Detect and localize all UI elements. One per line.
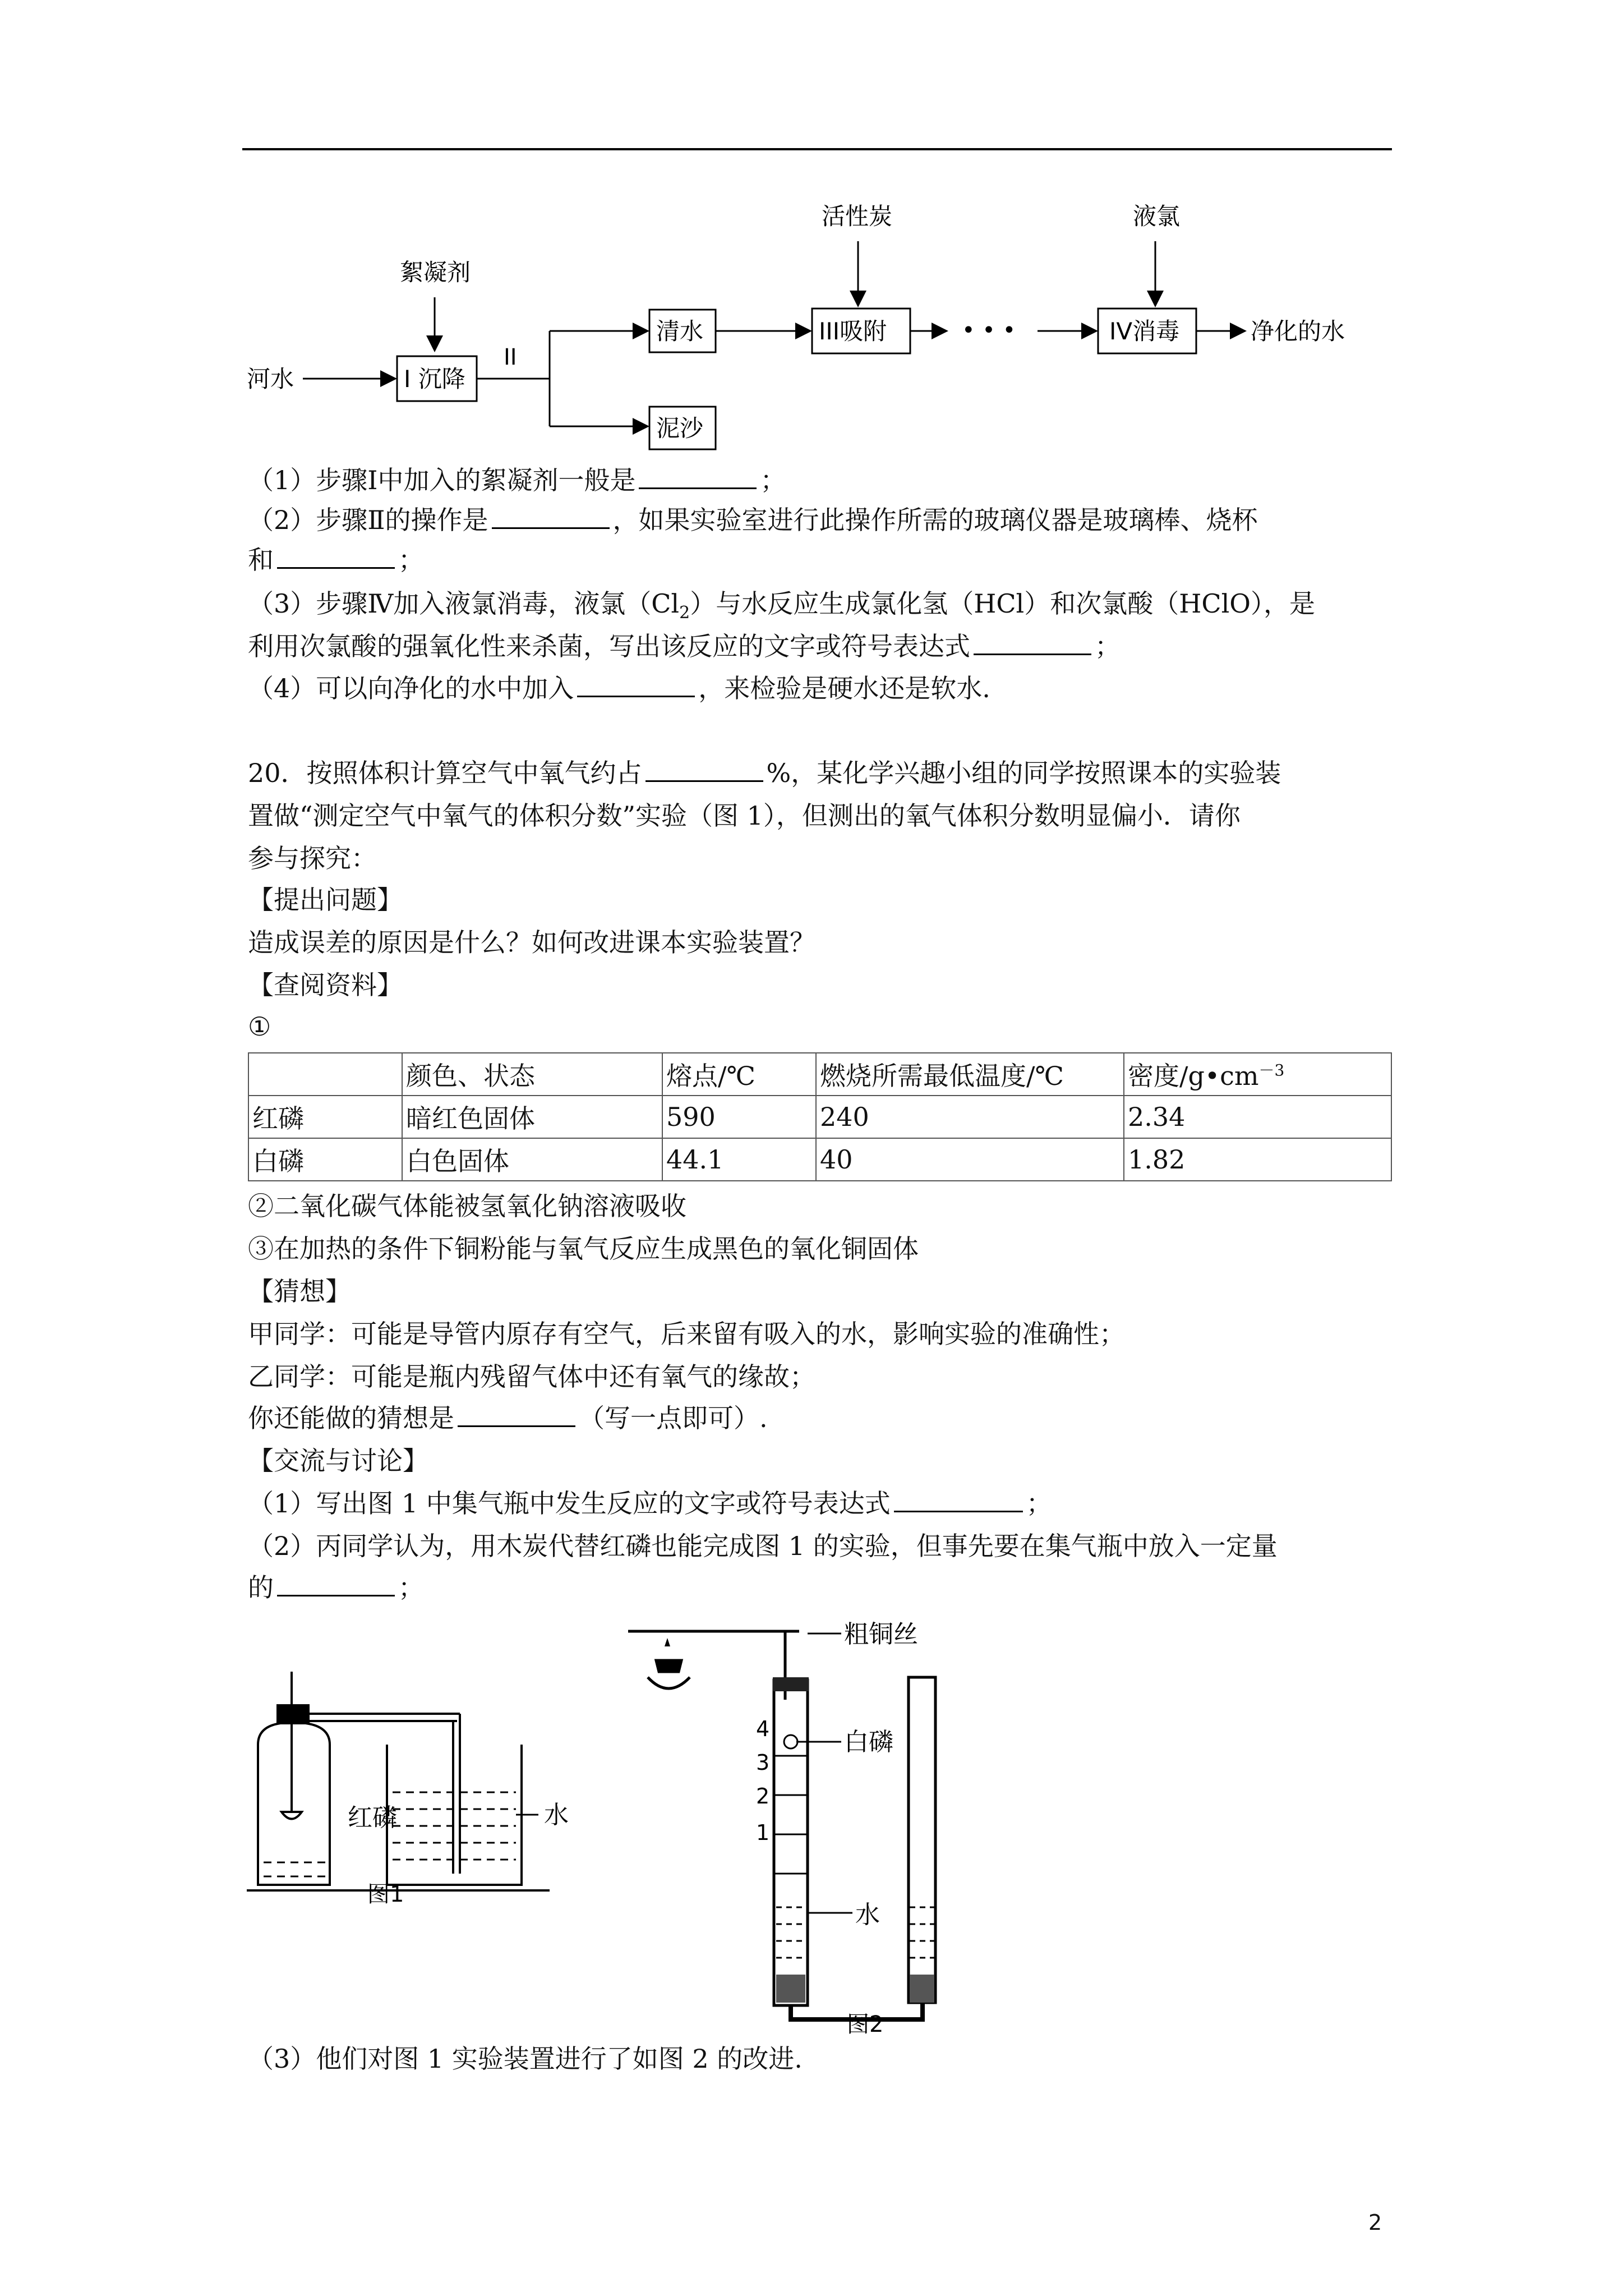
answer-blank[interactable]	[458, 1403, 575, 1427]
answer-blank[interactable]	[577, 673, 695, 697]
discuss-2-cont: 的 ；	[248, 1572, 424, 1603]
fig1-caption: 图1	[367, 1881, 404, 1907]
answer-blank[interactable]	[894, 1488, 1023, 1512]
heading-question: 【提出问题】	[248, 885, 403, 915]
q19-part2: （2）步骤Ⅱ的操作是 ，如果实验室进行此操作所需的玻璃仪器是玻璃棒、烧杯	[248, 505, 1258, 535]
carbon-label: 活性炭	[822, 203, 893, 230]
material-2: ②二氧化碳气体能被氢氧化钠溶液吸收	[248, 1191, 686, 1221]
fig2-mark-1: 1	[756, 1820, 770, 1845]
step2-mark: II	[504, 344, 517, 370]
figure-2-apparatus	[617, 1616, 1021, 2036]
water-purification-flowchart	[241, 191, 1408, 460]
material-3: ③在加热的条件下铜粉能与氧气反应生成黑色的氧化铜固体	[248, 1234, 919, 1264]
table-row: 红磷 暗红色固体 590 240 2.34	[248, 1096, 1391, 1138]
step3-label: III吸附	[819, 318, 887, 345]
answer-blank[interactable]	[639, 465, 757, 489]
phosphorus-properties-table	[248, 1052, 1392, 1181]
discuss-2: （2）丙同学认为，用木炭代替红磷也能完成图 1 的实验，但事先要在集气瓶中放入一定量	[248, 1531, 1278, 1561]
heading-discuss: 【交流与讨论】	[248, 1446, 428, 1476]
q19-part4: （4）可以向净化的水中加入 ，来检验是硬水还是软水.	[248, 673, 990, 703]
result-label: 净化的水	[1251, 318, 1345, 345]
discuss-3: （3）他们对图 1 实验装置进行了如图 2 的改进.	[248, 2044, 803, 2074]
step1-label: I 沉降	[404, 365, 465, 393]
discuss-1: （1）写出图 1 中集气瓶中发生反应的文字或符号表达式 ；	[248, 1488, 1052, 1519]
heading-material: 【查阅资料】	[248, 970, 403, 1000]
q19-part3-cont: 利用次氯酸的强氧化性来杀菌，写出该反应的文字或符号表达式 ；	[248, 631, 1121, 661]
header-rule	[242, 148, 1392, 150]
q19-part1: （1）步骤Ⅰ中加入的絮凝剂一般是 ；	[248, 465, 786, 495]
fig2-white-phosphorus-label: 白磷	[844, 1728, 893, 1756]
q19-part2-cont: 和 ；	[248, 545, 424, 575]
figure-1-apparatus	[236, 1660, 617, 1907]
fig2-water-label: 水	[855, 1901, 880, 1929]
q20-intro-3: 参与探究：	[248, 843, 377, 873]
dots: • • •	[962, 318, 1016, 343]
fig2-copper-label: 粗铜丝	[844, 1620, 918, 1649]
answer-blank[interactable]	[492, 505, 610, 529]
material-1: ①	[248, 1011, 271, 1042]
table-row: 白磷 白色固体 44.1 40 1.82	[248, 1138, 1391, 1181]
page-number: 2	[1368, 2210, 1382, 2235]
fig2-caption: 图2	[847, 2012, 884, 2036]
river-label: 河水	[247, 365, 294, 393]
density-header: 密度$/g•cm^{-3}$	[1124, 1053, 1391, 1096]
question-text: 造成误差的原因是什么？如何改进课本实验装置？	[248, 927, 815, 958]
table-header-row: 颜色、状态 熔点/℃ 燃烧所需最低温度/℃ 密度$/g•cm^{-3}$	[248, 1053, 1391, 1096]
chlorine-label: 液氯	[1133, 203, 1181, 230]
answer-blank[interactable]	[277, 1572, 395, 1596]
fig2-mark-3: 3	[756, 1750, 770, 1775]
step4-label: IV消毒	[1109, 318, 1180, 345]
fig1-red-phosphorus-label: 红磷	[348, 1803, 397, 1832]
answer-blank[interactable]	[645, 758, 763, 782]
sediment-label: 泥沙	[656, 415, 704, 442]
fig2-mark-2: 2	[756, 1784, 770, 1809]
answer-blank[interactable]	[277, 545, 395, 569]
guess-1: 甲同学：可能是导管内原存有空气，后来留有吸入的水，影响实验的准确性；	[248, 1319, 1125, 1349]
clear-water-label: 清水	[656, 318, 704, 345]
fig1-water-label: 水	[544, 1801, 569, 1829]
guess-2: 乙同学：可能是瓶内残留气体中还有氧气的缘故；	[248, 1361, 815, 1392]
flocculant-label: 絮凝剂	[400, 259, 471, 286]
q19-part3: （3）步骤Ⅳ加入液氯消毒，液氯$(Cl_2)$与水反应生成氯化氢（HCl）和次氯酸（HClO），是	[248, 588, 1315, 623]
fig2-mark-4: 4	[756, 1717, 770, 1741]
q20-intro-2: 置做“测定空气中氧气的体积分数”实验（图 1），但测出的氧气体积分数明显偏小．请你	[248, 800, 1241, 831]
guess-3: 你还能做的猜想是 （写一点即可）.	[248, 1403, 768, 1433]
heading-guess: 【猜想】	[248, 1276, 351, 1306]
q20-intro-1: 20．按照体积计算空气中氧气约占 %，某化学兴趣小组的同学按照课本的实验装	[248, 758, 1281, 788]
answer-blank[interactable]	[974, 631, 1091, 655]
